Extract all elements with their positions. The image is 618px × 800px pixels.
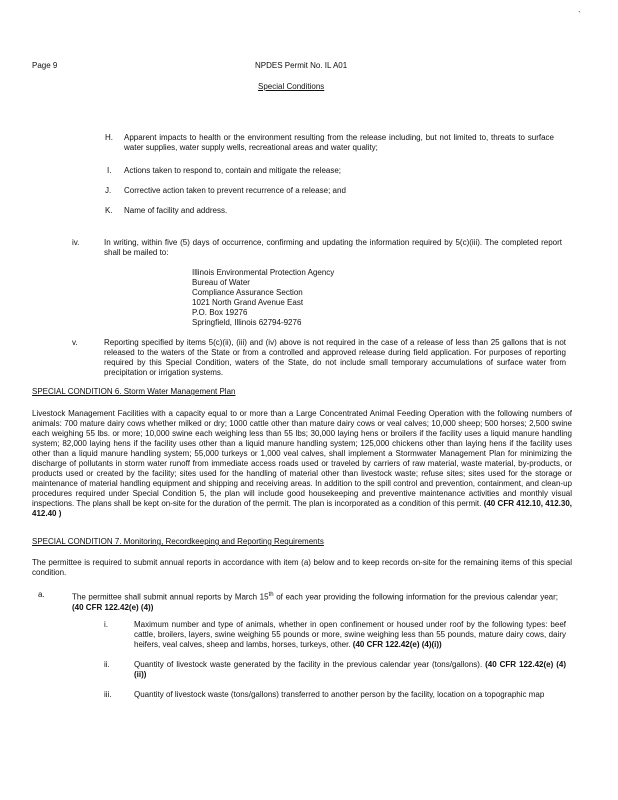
list-item-text: Name of facility and address. [124, 206, 228, 215]
list-item-text: Apparent impacts to health or the environment resulting from the release including, but not limited to, threats to surface water supplies, water supply wells, recreational areas and water quality; [124, 133, 554, 152]
sub-item-numeral: i. [104, 620, 108, 629]
sub-item-text [134, 620, 566, 650]
page-number: Page 9 [32, 61, 58, 70]
item-iv-text: In writing, within five (5) days of occurrence, confirming and updating the information required by 5(c)(iii). The completed report shall be mailed to: [104, 238, 562, 257]
address-line: Bureau of Water [192, 278, 250, 287]
item-v-text: Reporting specified by items 5(c)(ii), (iii) and (iv) above is not required in the case of a release of less than 25 gallons that is not released to the waters of the State or from a controlled and approved release during field application. For purposes of reporting required by this Special Condition, waters of the State, do not include small temporary accumulations of surface water from precipitation or irrigation systems. [104, 338, 566, 377]
address-line: 1021 North Grand Avenue East [192, 298, 304, 307]
section-body-text: Livestock Management Facilities with a capacity equal to or more than a Large Concentrated Animal Feeding Operation with the following numbers of animals: 700 mature dairy cows whether milked or dry; 1000 cattle other than mature dairy cows or veal calves; 10,000 sheep; 500 horses; 2,500 swine each weighing 55 lbs. or more; 10,000 swine each weighing less than 55 lbs; 30,000 laying hens or broilers if the facility uses a liquid manure handling system; 82,000 laying hens if the facility uses other than a liquid manure handling system; 125,000 chickens other than laying hens if the facility uses other than a liquid manure handling system; 55,000 turkeys or 1,000 veal calves, shall implement a Stormwater Management Plan for minimizing the discharge of pollutants in storm water runoff from immediate access roads used or traveled by carriers of raw material, waste material, by-products, or products used or created by the facility; sites used for the handling of material other than livestock waste; refuse sites; sites used for the storage or maintenance of material handling equipment and shipping and receiving areas. In addition to the spill control and prevention, containment, and clean-up procedures required under Special Condition 5, the plan will include good housekeeping and preventive maintenance activities and monthly visual inspections. The plans shall be kept on-site for the duration of the permit. The plan is incorporated as a condition of this permit. [32, 409, 572, 508]
citation: (40 CFR 122.42(e) (4) (ii)) [134, 660, 566, 679]
sub-item-text [134, 660, 566, 680]
sub-item-numeral: iii. [104, 690, 112, 699]
list-item-text: Actions taken to respond to, contain and mitigate the release; [124, 166, 342, 175]
item-iv-numeral: iv. [72, 238, 80, 247]
list-item-text: Corrective action taken to prevent recurrence of a release; and [124, 186, 346, 195]
sub-item-body: Quantity of livestock waste (tons/gallons) transferred to another person by the facility, location on a topographic map [134, 690, 545, 699]
list-item-letter: I. [107, 166, 112, 175]
scan-mark: ` [578, 10, 581, 20]
section-heading: SPECIAL CONDITION 7. Monitoring, Recordkeeping and Reporting Requirements [32, 537, 324, 546]
address-line: Compliance Assurance Section [192, 288, 303, 297]
item-a-text-before: The permittee shall submit annual reports by March 15 [72, 592, 269, 602]
citation: (40 CFR 122.42(e) (4)) [72, 602, 154, 612]
address-line: Illinois Environmental Protection Agency [192, 268, 335, 277]
list-item-letter: J. [105, 186, 112, 195]
permit-number: NPDES Permit No. IL A01 [255, 61, 348, 70]
list-item-letter: K. [105, 206, 113, 215]
item-v-numeral: v. [72, 338, 78, 347]
page-title: Special Conditions [258, 82, 325, 91]
address-line: Springfield, Illinois 62794-9276 [192, 318, 302, 327]
item-a-text [72, 590, 558, 613]
section-heading: SPECIAL CONDITION 6. Storm Water Management Plan [32, 387, 236, 396]
citation: (40 CFR 122.42(e) (4)(i)) [352, 640, 442, 649]
item-a-text-after: of each year providing the following information for the previous calendar year; [273, 592, 558, 602]
sub-item-text [134, 690, 566, 700]
citation: (40 CFR 412.10, 412.30, 412.40 ) [32, 499, 572, 518]
item-a-sup: th [268, 592, 274, 598]
section-body [32, 409, 572, 519]
section-body-text: The permittee is required to submit annual reports in accordance with item (a) below and to keep records on-site for the remaining items of this special condition. [32, 558, 572, 577]
mailing-address [192, 268, 334, 328]
sub-item-body: Quantity of livestock waste generated by the facility in the previous calendar year (tons/gallons). [134, 660, 483, 669]
sub-item-numeral: ii. [104, 660, 110, 669]
item-a-letter: a. [38, 590, 45, 599]
sub-item-body: Maximum number and type of animals, whether in open confinement or housed under roof by the following types: beef cattle, broilers, layers, swine weighing 55 pounds or more, swine weighing less than 55 pounds, mature dairy cows, dairy heifers, veal calves, sheep and lambs, horses, turkeys, other. [134, 620, 566, 649]
address-line: P.O. Box 19276 [192, 308, 248, 317]
list-item-letter: H. [105, 133, 113, 142]
